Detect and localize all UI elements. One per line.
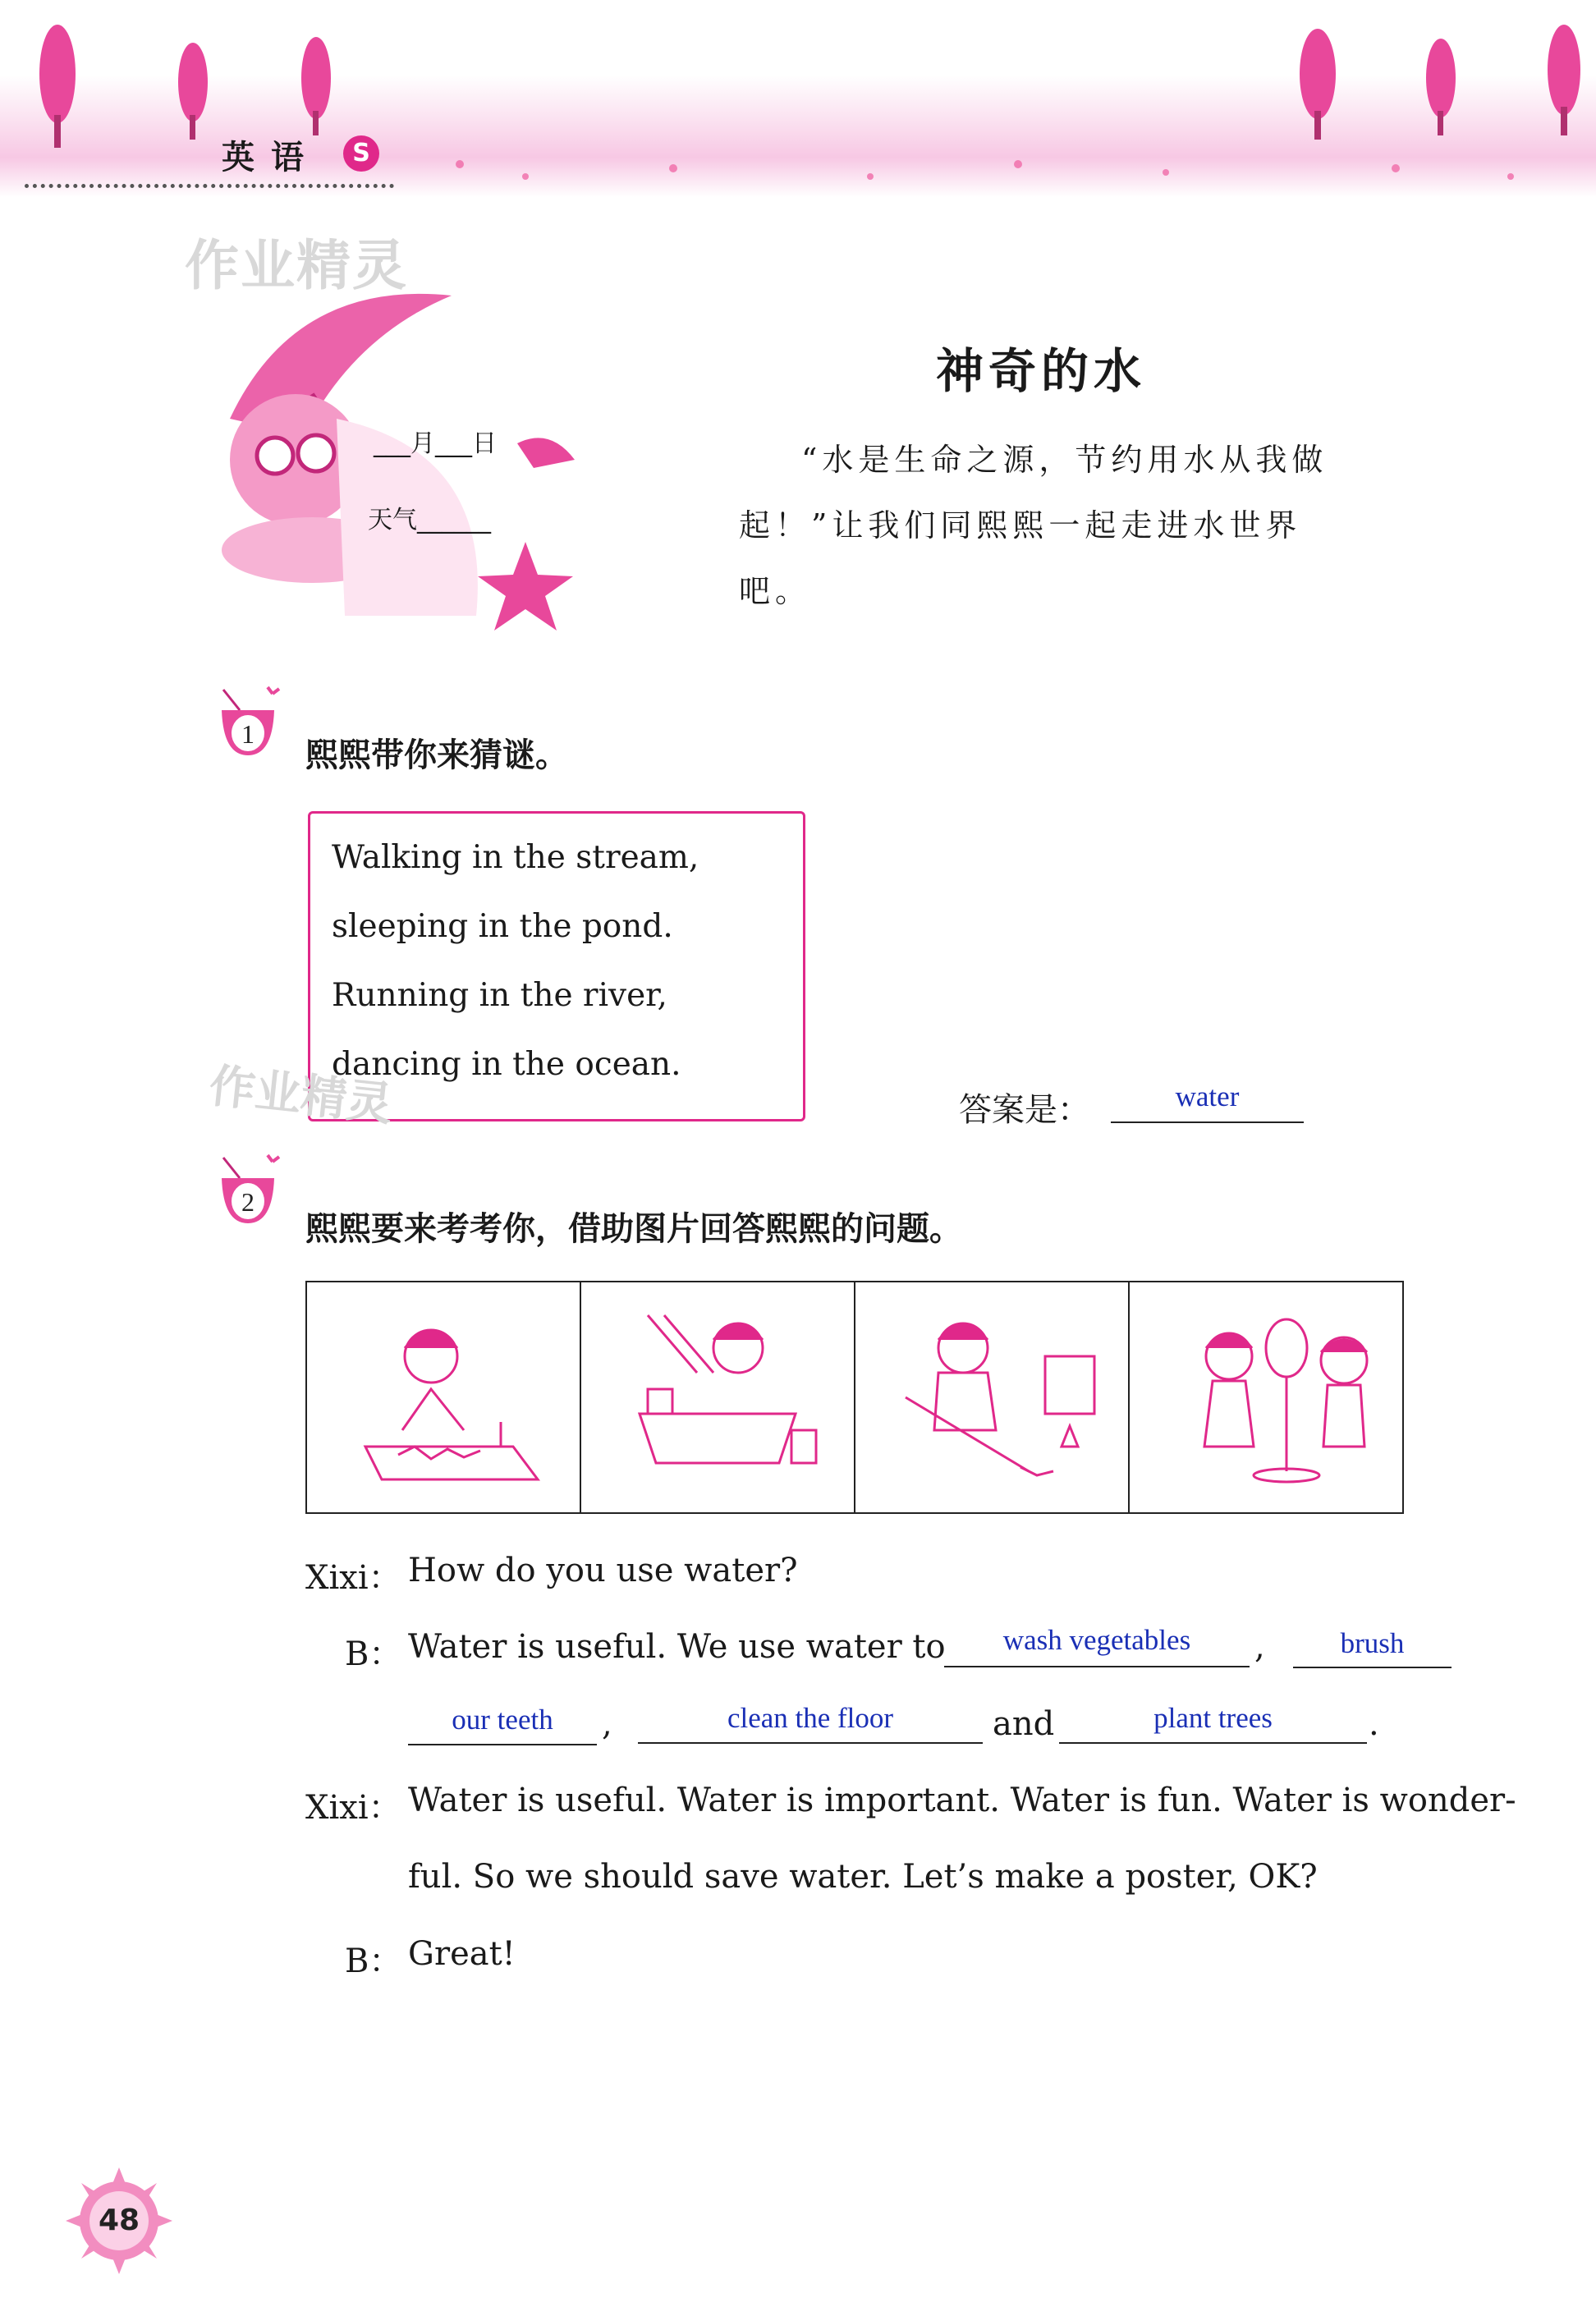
svg-text:1: 1 [241, 719, 255, 749]
boy-washing-icon [307, 1282, 580, 1512]
speaker-b: B： [345, 1635, 402, 1673]
speaker-b: B： [345, 1942, 402, 1980]
section-1-title: 熙熙带你来猜谜。 [305, 736, 568, 774]
watermark: 作业精灵 [185, 234, 408, 297]
picture-plant-trees [1130, 1282, 1402, 1512]
watermark: 作业精灵 [206, 1059, 396, 1132]
picture-strip [305, 1281, 1404, 1514]
subject-label: 英语 [222, 139, 320, 177]
fill-blank-4[interactable]: clean the floor [727, 1702, 894, 1734]
section-2-title: 熙熙要来考考你，借助图片回答熙熙的问题。 [305, 1210, 962, 1248]
svg-text:2: 2 [241, 1187, 255, 1217]
fill-blank-5[interactable]: plant trees [1153, 1702, 1273, 1734]
blank-line [638, 1742, 983, 1744]
answer-blank [1111, 1121, 1304, 1123]
intro-text: “水是生命之源，节约用水从我做起！”让我们同熙熙一起走进水世界吧。 [739, 442, 1328, 609]
riddle-line: dancing in the ocean. [332, 1046, 681, 1083]
speaker-xixi: Xixi： [305, 1559, 401, 1597]
period: . [1369, 1705, 1379, 1743]
fill-blank-2[interactable]: brush [1340, 1627, 1405, 1659]
picture-brush-teeth [581, 1282, 855, 1512]
girl-mopping-icon [855, 1282, 1128, 1512]
fill-blank-3[interactable]: our teeth [452, 1704, 553, 1736]
girl-brushing-icon [581, 1282, 854, 1512]
blank-line [944, 1666, 1250, 1667]
answer-2-text: Great! [408, 1935, 516, 1973]
question-1: How do you use water? [408, 1552, 798, 1589]
answer-1-text: Water is useful. We use water to [408, 1628, 946, 1666]
weather-field: 天气______ [368, 506, 491, 534]
and-word: and [993, 1705, 1055, 1743]
picture-wash-vegetables [307, 1282, 581, 1512]
xixi-line-1: Water is useful. Water is important. Water is fun. Water is wonder- [408, 1782, 1516, 1819]
comma: , [1254, 1628, 1265, 1666]
speaker-xixi: Xixi： [305, 1789, 401, 1827]
section-1-icon [215, 686, 281, 759]
fill-blank-1[interactable]: wash vegetables [1002, 1624, 1191, 1656]
comma: , [602, 1705, 612, 1743]
subject-badge: S [343, 135, 379, 172]
xixi-line-2: ful. So we should save water. Let’s make a poster, OK? [408, 1858, 1318, 1896]
riddle-line: Running in the river, [332, 977, 667, 1014]
blank-line [408, 1744, 597, 1745]
blank-line [1293, 1667, 1452, 1668]
riddle-line: Walking in the stream, [332, 839, 699, 876]
page-number: 48 [98, 2204, 140, 2237]
date-field: ___月___日 [374, 429, 497, 458]
header-divider [25, 184, 394, 188]
answer-label: 答案是： [959, 1091, 1090, 1129]
answer-value[interactable]: water [1175, 1080, 1240, 1112]
blank-line [1059, 1742, 1367, 1744]
section-2-icon [215, 1154, 281, 1227]
page-title: 神奇的水 [936, 343, 1147, 399]
picture-clean-floor [855, 1282, 1130, 1512]
riddle-line: sleeping in the pond. [332, 908, 673, 945]
children-planting-icon [1130, 1282, 1402, 1512]
